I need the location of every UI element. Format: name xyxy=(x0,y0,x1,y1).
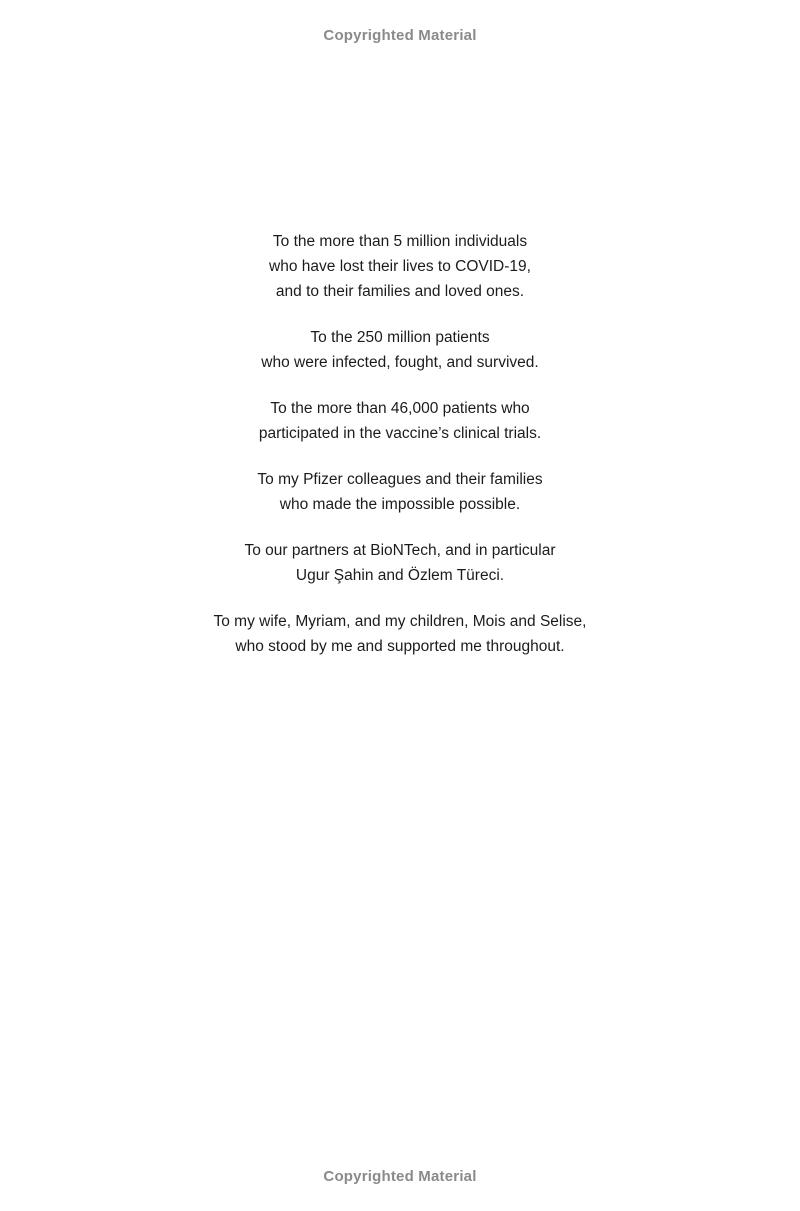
dedication-line: To the 250 million patients xyxy=(310,329,490,346)
dedication-stanza xyxy=(0,325,800,375)
dedication-stanza xyxy=(0,229,800,304)
dedication-line: who were infected, fought, and survived. xyxy=(261,354,539,371)
copyright-watermark-bottom: Copyrighted Material xyxy=(323,1168,477,1185)
dedication-line: To my Pfizer colleagues and their families xyxy=(257,471,543,488)
dedication-line: and to their families and loved ones. xyxy=(275,283,525,300)
dedication-line: To our partners at BioNTech, and in particular xyxy=(244,542,556,559)
copyright-watermark-top: Copyrighted Material xyxy=(323,27,477,44)
dedication-stanza xyxy=(0,538,800,588)
dedication-stanza xyxy=(0,467,800,517)
dedication-line: Ugur Şahin and Özlem Türeci. xyxy=(295,567,505,584)
dedication-line: who have lost their lives to COVID-19, xyxy=(269,258,531,275)
dedication-stanza xyxy=(0,396,800,446)
dedication-line: participated in the vaccine’s clinical trials. xyxy=(258,425,542,442)
dedication-stanza xyxy=(0,609,800,659)
dedication-line: who stood by me and supported me throughout. xyxy=(235,638,565,655)
dedication-line: To the more than 5 million individuals xyxy=(272,233,528,250)
dedication-line: To the more than 46,000 patients who xyxy=(270,400,530,417)
dedication-line: To my wife, Myriam, and my children, Mois and Selise, xyxy=(213,613,587,630)
dedication-line: who made the impossible possible. xyxy=(279,496,521,513)
dedication-block xyxy=(0,229,800,680)
